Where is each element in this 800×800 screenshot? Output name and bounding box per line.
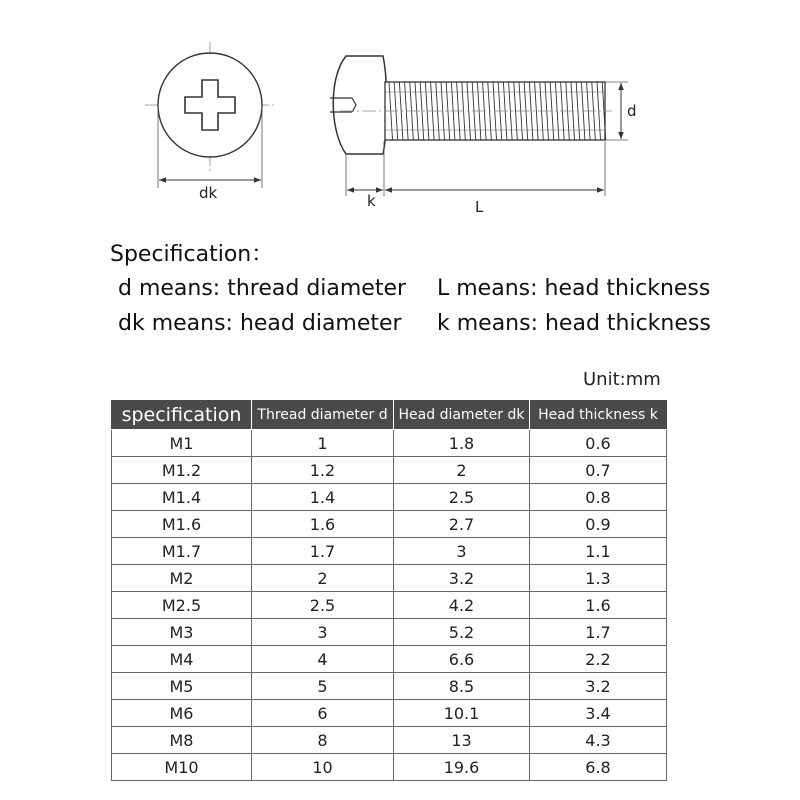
cell-head-thickness: 0.7	[530, 457, 667, 484]
table-body	[112, 430, 667, 781]
cell-thread-diameter: 1.2	[252, 457, 394, 484]
cell-specification: M1.7	[112, 538, 252, 565]
cell-thread-diameter: 6	[252, 700, 394, 727]
k-label: k	[367, 192, 376, 210]
cell-specification: M5	[112, 673, 252, 700]
cell-thread-diameter: 1.6	[252, 511, 394, 538]
table-row	[112, 484, 667, 511]
cell-thread-diameter: 3	[252, 619, 394, 646]
cell-thread-diameter: 10	[252, 754, 394, 781]
cell-head-thickness: 1.6	[530, 592, 667, 619]
cell-head-diameter: 3.2	[394, 565, 530, 592]
cell-head-diameter: 10.1	[394, 700, 530, 727]
d-label: d	[627, 102, 637, 120]
table-row	[112, 673, 667, 700]
cell-head-thickness: 3.4	[530, 700, 667, 727]
screw-side-view	[330, 56, 637, 216]
cell-specification: M1.6	[112, 511, 252, 538]
header-thread-diameter: Thread diameter d	[252, 401, 394, 430]
cell-head-thickness: 1.7	[530, 619, 667, 646]
cell-head-diameter: 1.8	[394, 430, 530, 457]
table-header-row	[112, 401, 667, 430]
L-label: L	[475, 198, 484, 216]
spec-line-k: k means: head thickness	[437, 311, 711, 336]
table-row	[112, 700, 667, 727]
cell-head-diameter: 2.7	[394, 511, 530, 538]
cell-head-thickness: 2.2	[530, 646, 667, 673]
spec-line-d: d means: thread diameter	[118, 276, 407, 301]
header-specification: specification	[112, 401, 252, 430]
cell-head-thickness: 0.9	[530, 511, 667, 538]
spec-line-L: L means: head thickness	[437, 276, 711, 301]
dk-label: dk	[199, 184, 218, 202]
table-row	[112, 430, 667, 457]
cell-specification: M10	[112, 754, 252, 781]
cell-thread-diameter: 4	[252, 646, 394, 673]
cell-head-diameter: 13	[394, 727, 530, 754]
cell-specification: M1.2	[112, 457, 252, 484]
cell-thread-diameter: 1	[252, 430, 394, 457]
cell-thread-diameter: 1.4	[252, 484, 394, 511]
cell-head-thickness: 0.8	[530, 484, 667, 511]
cell-specification: M2	[112, 565, 252, 592]
table-row	[112, 754, 667, 781]
cell-thread-diameter: 2	[252, 565, 394, 592]
header-head-diameter: Head diameter dk	[394, 401, 530, 430]
table-row	[112, 457, 667, 484]
table-row	[112, 538, 667, 565]
screw-head-side	[333, 56, 387, 154]
specification-table	[111, 400, 667, 781]
spec-line-dk: dk means: head diameter	[118, 311, 402, 336]
cell-head-diameter: 19.6	[394, 754, 530, 781]
cell-head-thickness: 6.8	[530, 754, 667, 781]
cell-head-thickness: 3.2	[530, 673, 667, 700]
cell-specification: M1.4	[112, 484, 252, 511]
table-row	[112, 646, 667, 673]
cell-specification: M2.5	[112, 592, 252, 619]
screw-diagram	[0, 0, 800, 230]
cell-head-diameter: 4.2	[394, 592, 530, 619]
cell-head-diameter: 2	[394, 457, 530, 484]
table-row	[112, 727, 667, 754]
table-row	[112, 511, 667, 538]
cell-head-diameter: 2.5	[394, 484, 530, 511]
table-row	[112, 565, 667, 592]
unit-label: Unit:mm	[583, 369, 661, 390]
specification-title: Specification：	[110, 242, 274, 267]
cell-head-diameter: 6.6	[394, 646, 530, 673]
cell-head-thickness: 0.6	[530, 430, 667, 457]
cell-head-thickness: 1.3	[530, 565, 667, 592]
table-row	[112, 592, 667, 619]
cell-specification: M6	[112, 700, 252, 727]
cell-specification: M3	[112, 619, 252, 646]
cell-thread-diameter: 8	[252, 727, 394, 754]
screw-head-top-view	[145, 42, 275, 202]
cell-thread-diameter: 5	[252, 673, 394, 700]
cell-thread-diameter: 1.7	[252, 538, 394, 565]
cell-head-diameter: 5.2	[394, 619, 530, 646]
cell-head-thickness: 1.1	[530, 538, 667, 565]
cell-head-thickness: 4.3	[530, 727, 667, 754]
cell-head-diameter: 8.5	[394, 673, 530, 700]
cell-specification: M8	[112, 727, 252, 754]
cell-thread-diameter: 2.5	[252, 592, 394, 619]
header-head-thickness: Head thickness k	[530, 401, 667, 430]
cell-head-diameter: 3	[394, 538, 530, 565]
cell-specification: M1	[112, 430, 252, 457]
cell-specification: M4	[112, 646, 252, 673]
table-row	[112, 619, 667, 646]
